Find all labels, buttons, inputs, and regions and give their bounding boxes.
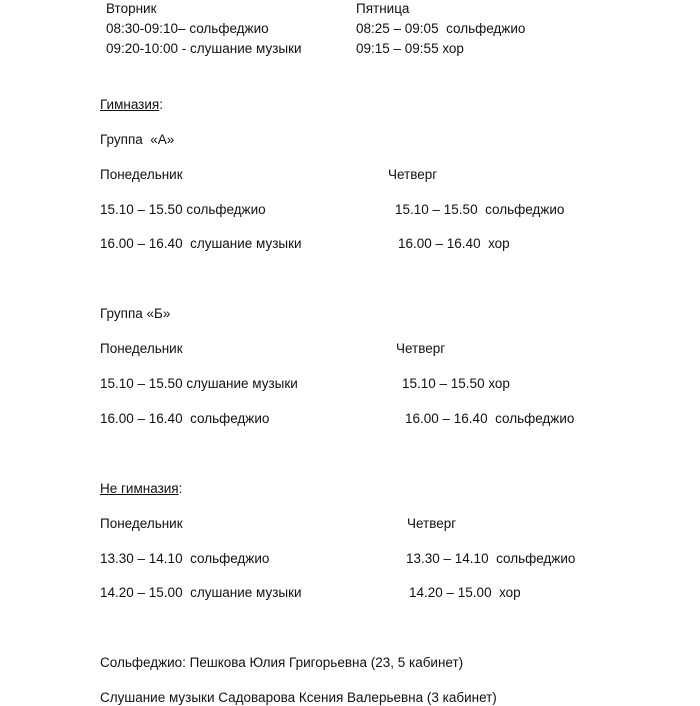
- non-gymnasium-monday-line-1: 13.30 – 14.10 сольфеджио: [100, 551, 270, 566]
- group-a-monday-line-2: 16.00 – 16.40 слушание музыки: [100, 236, 302, 251]
- gymnasium-heading-text: Гимназия: [100, 97, 160, 112]
- group-a-monday-label: Понедельник: [100, 167, 183, 182]
- friday-line-1: 08:25 – 09:05 сольфеджио: [356, 21, 526, 36]
- tuesday-line-1: 08:30-09:10– сольфеджио: [106, 21, 269, 36]
- tuesday-label: Вторник: [106, 1, 157, 16]
- non-gymnasium-thursday-line-1: 13.30 – 14.10 сольфеджио: [406, 551, 576, 566]
- tuesday-line-2: 09:20-10:00 - слушание музыки: [106, 41, 302, 56]
- gymnasium-heading-colon: :: [159, 97, 163, 112]
- group-b-monday-line-2: 16.00 – 16.40 сольфеджио: [100, 411, 270, 426]
- non-gymnasium-heading: [100, 481, 182, 497]
- group-b-thursday-label: Четверг: [396, 341, 446, 356]
- non-gymnasium-thursday-line-2: 14.20 – 15.00 хор: [409, 585, 521, 600]
- friday-label: Пятница: [356, 1, 410, 16]
- teacher-music-listening: Слушание музыки Садоварова Ксения Валерьевна (3 кабинет): [100, 690, 497, 705]
- group-a-thursday-label: Четверг: [388, 167, 438, 182]
- group-a-thursday-line-2: 16.00 – 16.40 хор: [398, 236, 510, 251]
- group-b-thursday-line-2: 16.00 – 16.40 сольфеджио: [405, 411, 575, 426]
- non-gymnasium-monday-line-2: 14.20 – 15.00 слушание музыки: [100, 585, 302, 600]
- group-a-thursday-line-1: 15.10 – 15.50 сольфеджио: [395, 202, 565, 217]
- group-a-title: Группа «А»: [100, 132, 175, 147]
- group-b-monday-label: Понедельник: [100, 341, 183, 356]
- friday-line-2: 09:15 – 09:55 хор: [356, 41, 464, 56]
- non-gymnasium-monday-label: Понедельник: [100, 516, 183, 531]
- group-b-title: Группа «Б»: [100, 306, 171, 321]
- group-a-monday-line-1: 15.10 – 15.50 сольфеджио: [100, 202, 266, 217]
- group-b-monday-line-1: 15.10 – 15.50 слушание музыки: [100, 376, 298, 391]
- non-gymnasium-thursday-label: Четверг: [407, 516, 457, 531]
- gymnasium-heading: [100, 97, 163, 113]
- group-b-thursday-line-1: 15.10 – 15.50 хор: [402, 376, 510, 391]
- non-gymnasium-heading-colon: :: [178, 481, 183, 496]
- non-gymnasium-heading-text: Не гимназия: [100, 481, 179, 496]
- teacher-solfeggio: Сольфеджио: Пешкова Юлия Григорьевна (23, 5 кабинет): [100, 655, 464, 670]
